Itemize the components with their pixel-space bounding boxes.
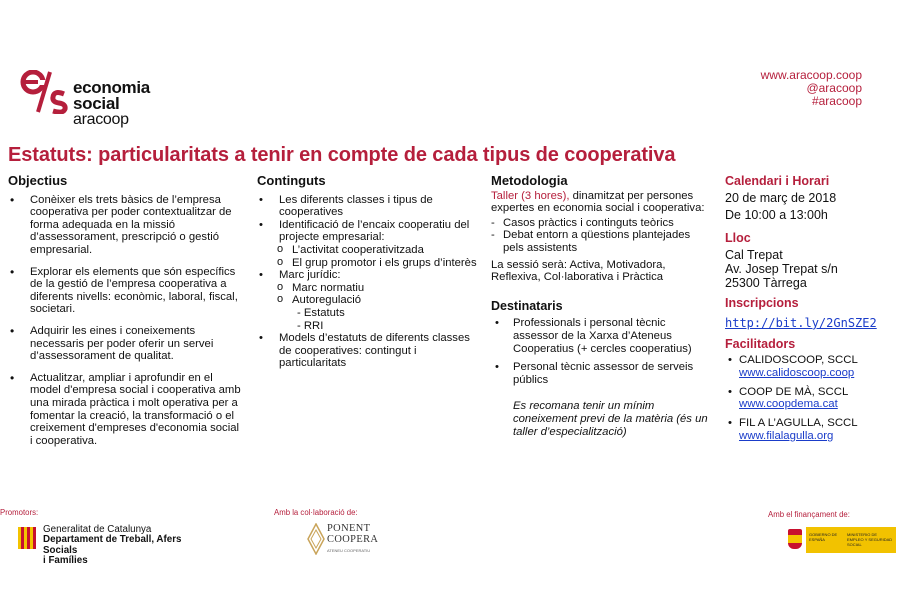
objectius-section bbox=[8, 175, 244, 456]
ministerio-logo bbox=[786, 527, 896, 553]
list-item: • Personal tècnic assessor de serveis públics bbox=[491, 361, 711, 386]
list-item: • Actualitzar, ampliar i aprofundir en el model d'empresa social i cooperativa amb una mirada pràctica i molt operativa per a fomentar la creació, la transformació o el creixement d'empreses d'economia social i cooperativa. bbox=[8, 372, 244, 448]
inscripcions-heading: Inscripcions bbox=[725, 296, 799, 311]
hashtag: #aracoop bbox=[811, 94, 862, 108]
list-item: • Adquirir les eines i coneixements necessaris per poder oferir un servei d’assessorament de qualitat. bbox=[8, 325, 244, 363]
list-item: • Identificació de l’encaix cooperatiu del projecte empresarial: bbox=[257, 219, 477, 244]
brand-line-2: social bbox=[73, 94, 120, 113]
list-item: • Les diferents classes i tipus de cooperatives bbox=[257, 194, 477, 219]
list-item: • Conèixer els trets bàsics de l’empresa cooperativa per poder contextualitzar de forma adequada en la missió d’assessorament, prescripció o gestió empresarial. bbox=[8, 194, 244, 257]
recommendation-note: Es recomana tenir un mínim coneixement previ de la matèria (és un taller d’especialització) bbox=[513, 400, 708, 438]
brand-line-1: economia bbox=[73, 78, 150, 97]
page-title: Estatuts: particularitats a tenir en compte de cada tipus de cooperativa bbox=[8, 144, 676, 166]
sub-list-item: o El grup promotor i els grups d’interès bbox=[257, 257, 477, 270]
gobierno-text: GOBIERNO DE ESPAÑA bbox=[809, 532, 838, 542]
facilitadors-heading: Facilitadors bbox=[725, 337, 796, 352]
sub-sub-list-item: - Estatuts bbox=[297, 306, 345, 319]
senyera-icon bbox=[18, 527, 36, 549]
calendari-heading: Calendari i Horari bbox=[725, 174, 830, 188]
metodologia-intro bbox=[491, 190, 711, 215]
list-item bbox=[725, 354, 895, 380]
objectius-list bbox=[8, 194, 244, 448]
registration-link[interactable]: http://bit.ly/2GnSZE2 bbox=[725, 315, 877, 330]
venue-city: 25300 Tàrrega bbox=[725, 276, 807, 291]
metodologia-heading: Metodologia bbox=[491, 173, 568, 188]
list-item bbox=[725, 386, 895, 412]
facilitator-name: • CALIDOSCOOP, SCCL bbox=[739, 353, 858, 366]
twitter-handle[interactable]: @aracoop bbox=[806, 81, 862, 95]
continguts-heading: Continguts bbox=[257, 173, 326, 188]
list-item: • Explorar els elements que són específics de la gestió de l’empresa cooperativa a diferents nivells: econòmic, laboral, fiscal, societari. bbox=[8, 266, 244, 316]
generalitat-logo bbox=[18, 524, 206, 567]
ponent-diamond-icon bbox=[307, 523, 325, 555]
continguts-section bbox=[257, 175, 477, 370]
info-sidebar bbox=[725, 175, 895, 449]
ponent-line-1: PONENT bbox=[327, 523, 371, 534]
sessio-description: La sessió serà: Activa, Motivadora, Reflexiva, Col·laborativa i Pràctica bbox=[491, 258, 666, 284]
objectius-heading: Objectius bbox=[8, 173, 68, 188]
generalitat-text bbox=[43, 525, 206, 567]
social-links bbox=[761, 69, 862, 108]
promotors-label: Promotors: bbox=[0, 508, 39, 517]
list-item: • Marc jurídic: bbox=[257, 269, 477, 282]
metodologia-list bbox=[491, 217, 711, 255]
colaboracio-label: Amb la col·laboració de: bbox=[274, 508, 358, 517]
spain-shield-icon bbox=[788, 529, 802, 549]
sub-sub-list-item: - RRI bbox=[297, 319, 324, 332]
website-link[interactable]: www.aracoop.coop bbox=[760, 68, 862, 82]
financament-label: Amb el finançament de: bbox=[768, 510, 850, 519]
lloc-heading: Lloc bbox=[725, 230, 751, 245]
ponent-coopera-logo bbox=[307, 521, 379, 559]
ponent-line-2: COOPERA bbox=[327, 533, 379, 545]
destinataris-heading: Destinataris bbox=[491, 298, 563, 313]
sub-list-item: o Autoregulació bbox=[257, 294, 477, 307]
ponent-subtitle: ATENEU COOPERATIU bbox=[327, 548, 371, 553]
facilitator-name: • FIL A L’AGULLA, SCCL bbox=[739, 417, 858, 430]
facilitator-name: • COOP DE MÀ, SCCL bbox=[739, 385, 849, 398]
list-item: • Models d’estatuts de diferents classes de cooperatives: contingut i particularitats bbox=[257, 332, 477, 370]
ponent-wordmark bbox=[327, 524, 378, 545]
economia-social-logo-icon bbox=[20, 70, 68, 114]
sub-list-item: o L’activitat cooperativitzada bbox=[257, 244, 477, 257]
venue-address: Av. Josep Trepat s/n bbox=[725, 262, 838, 277]
event-time: De 10:00 a 13:00h bbox=[725, 207, 828, 222]
department-name-cont: i Famílies bbox=[43, 555, 88, 567]
list-item bbox=[725, 417, 895, 443]
facilitator-link[interactable]: www.calidoscoop.coop bbox=[739, 366, 855, 379]
taller-duration: Taller (3 hores), bbox=[491, 189, 570, 202]
facilitator-link[interactable]: www.coopdema.cat bbox=[739, 398, 838, 411]
facilitator-link[interactable]: www.filalagulla.org bbox=[739, 429, 834, 442]
metodologia-section bbox=[491, 175, 711, 438]
ministerio-text: MINISTERIO DE EMPLEO Y SEGURIDAD SOCIAL bbox=[847, 532, 893, 547]
destinataris-list bbox=[491, 317, 711, 386]
sub-list-item: o Marc normatiu bbox=[257, 282, 477, 295]
continguts-list bbox=[257, 194, 477, 370]
department-name: Departament de Treball, Afers Socials bbox=[43, 534, 182, 556]
brand-wordmark bbox=[73, 80, 150, 128]
facilitadors-list bbox=[725, 354, 895, 443]
event-date: 20 de març de 2018 bbox=[725, 190, 837, 205]
brand-line-3: aracoop bbox=[73, 111, 129, 128]
generalitat-name: Generalitat de Catalunya bbox=[43, 524, 152, 535]
taller-description: dinamitzat per persones expertes en economia social i cooperativa: bbox=[491, 189, 705, 215]
venue-name: Cal Trepat bbox=[725, 248, 783, 263]
list-item: - Casos pràctics i continguts teòrics bbox=[491, 217, 711, 230]
list-item: • Professionals i personal tècnic assessor de la Xarxa d’Ateneus Cooperatius (+ cercles cooperatius) bbox=[491, 317, 711, 355]
list-item: - Debat entorn a qüestions plantejades pels assistents bbox=[491, 229, 711, 254]
